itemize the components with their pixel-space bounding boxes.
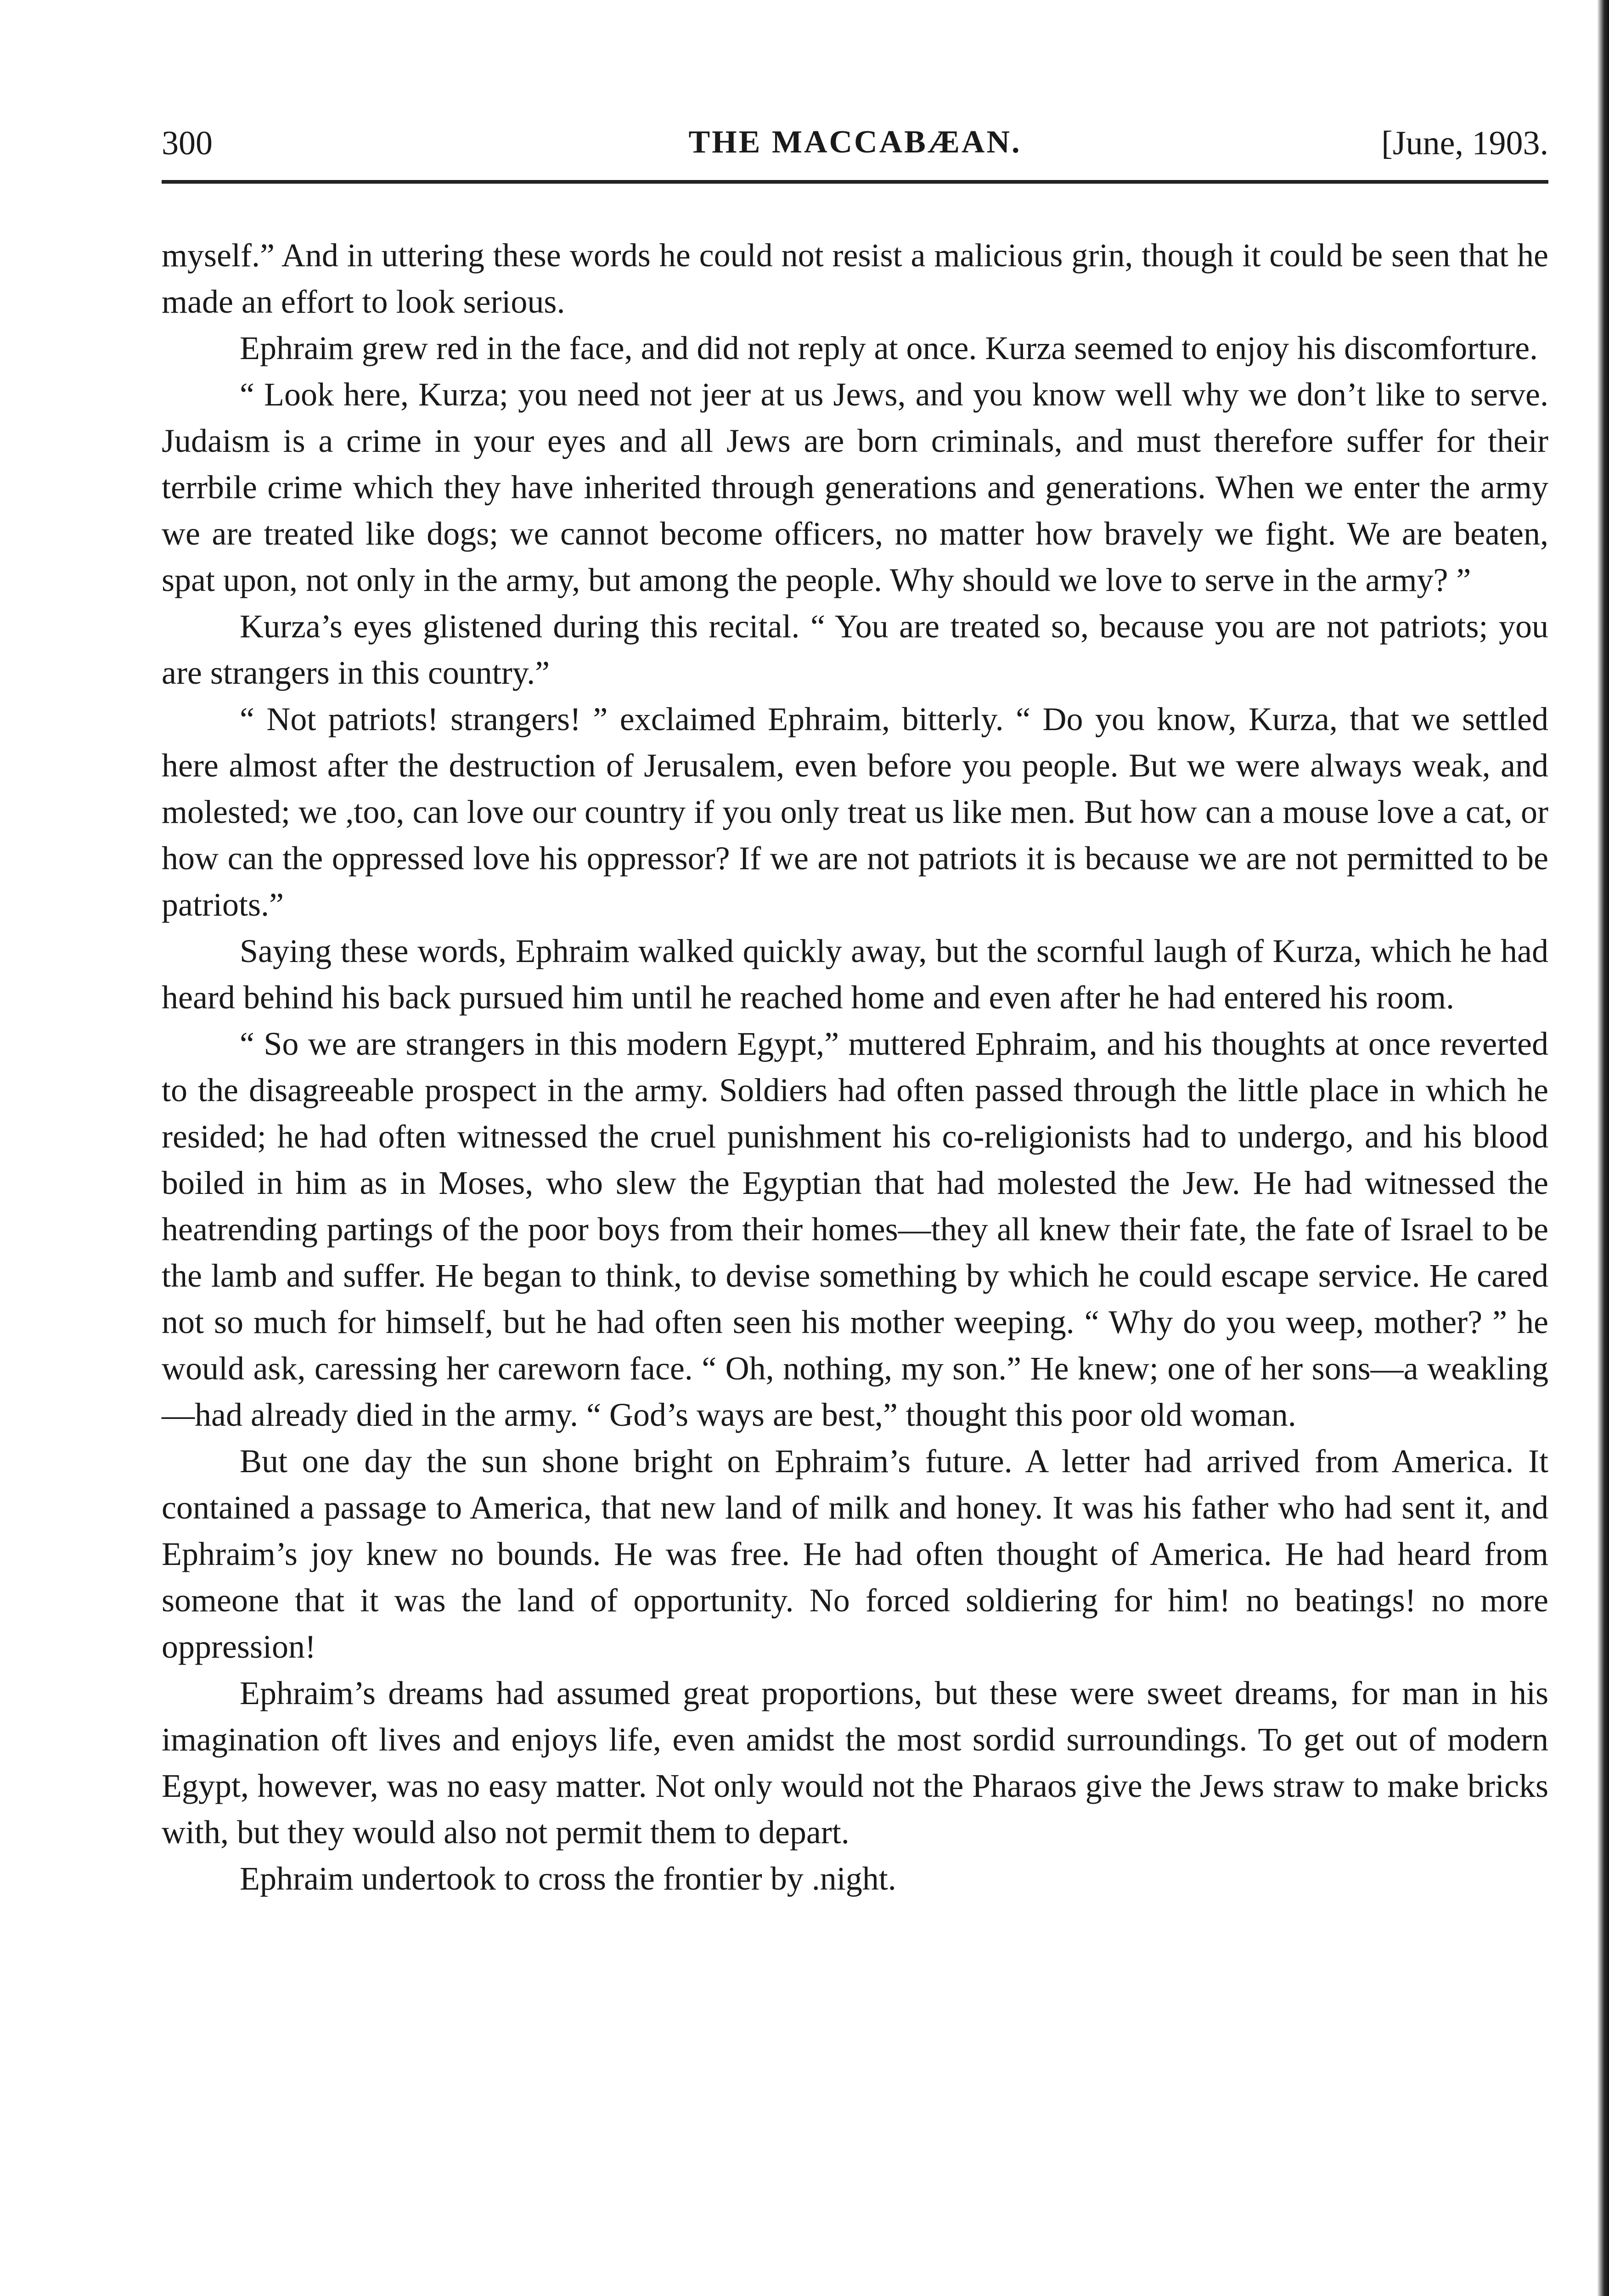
issue-date: [June, 1903. xyxy=(1381,124,1548,162)
article-body xyxy=(162,232,1548,1902)
header-rule xyxy=(162,180,1548,184)
page-edge-shadow xyxy=(1597,0,1609,2296)
paragraph: Ephraim undertook to cross the frontier by .night. xyxy=(240,1860,896,1897)
paragraph: Ephraim grew red in the face, and did not reply at once. Kurza seemed to enjoy his discomforture. xyxy=(240,330,1538,366)
page-number: 300 xyxy=(162,124,213,162)
paragraph: “ Look here, Kurza; you need not jeer at us Jews, and you know well why we don’t like to serve. Judaism is a crime in your eyes and all Jews are born criminals, and must therefore suffer for their terrbile crime which they have inherited through generations and generations. When we enter the army we are treated like dogs; we cannot become officers, no matter how bravely we fight. We are beaten, spat upon, not only in the army, but among the people. Why should we love to serve in the army? ” xyxy=(162,376,1548,598)
paragraph: Saying these words, Ephraim walked quickly away, but the scornful laugh of Kurza, which he had heard behind his back pursued him until he reached home and even after he had entered his room. xyxy=(162,933,1548,1016)
paragraph: “ So we are strangers in this modern Egypt,” muttered Ephraim, and his thoughts at once reverted to the disagreeable prospect in the army. Soldiers had often passed through the little place in which he resided; he had often witnessed the cruel punishment his co-religionists had to undergo, and his blood boiled in him as in Moses, who slew the Egyptian that had molested the Jew. He had witnessed the heatrending partings of the poor boys from their homes—they all knew their fate, the fate of Israel to be the lamb and suffer. He began to think, to devise something by which he could escape service. He cared not so much for himself, but he had often seen his mother weeping. “ Why do you weep, mother? ” he would ask, caressing her careworn face. “ Oh, nothing, my son.” He knew; one of her sons—a weakling—had already died in the army. “ God’s ways are best,” thought this poor old woman. xyxy=(162,1025,1548,1433)
paragraph: “ Not patriots! strangers! ” exclaimed Ephraim, bitterly. “ Do you know, Kurza, that we settled here almost after the destruction of Jerusalem, even before you people. But we were always weak, and molested; we ,too, can love our country if you only treat us like men. But how can a mouse love a cat, or how can the oppressed love his oppressor? If we are not patriots it is because we are not permitted to be patriots.” xyxy=(162,701,1548,923)
paragraph: But one day the sun shone bright on Ephraim’s future. A letter had arrived from America. It contained a passage to America, that new land of milk and honey. It was his father who had sent it, and Ephraim’s joy knew no bounds. He was free. He had often thought of America. He had heard from someone that it was the land of opportunity. No forced soldiering for him! no beatings! no more oppression! xyxy=(162,1443,1548,1665)
running-header xyxy=(162,124,1548,170)
paragraph: Kurza’s eyes glistened during this recital. “ You are treated so, because you are not patriots; you are strangers in this country.” xyxy=(162,608,1548,691)
paragraph: Ephraim’s dreams had assumed great proportions, but these were sweet dreams, for man in his imagination oft lives and enjoys life, even amidst the most sordid surroundings. To get out of modern Egypt, however, was no easy matter. Not only would not the Pharaos give the Jews straw to make bricks with, but they would also not permit them to depart. xyxy=(162,1675,1548,1851)
paragraph: myself.” And in uttering these words he could not resist a malicious grin, though it could be seen that he made an effort to look serious. xyxy=(162,237,1548,320)
journal-title: THE MACCABÆAN. xyxy=(688,124,1022,160)
